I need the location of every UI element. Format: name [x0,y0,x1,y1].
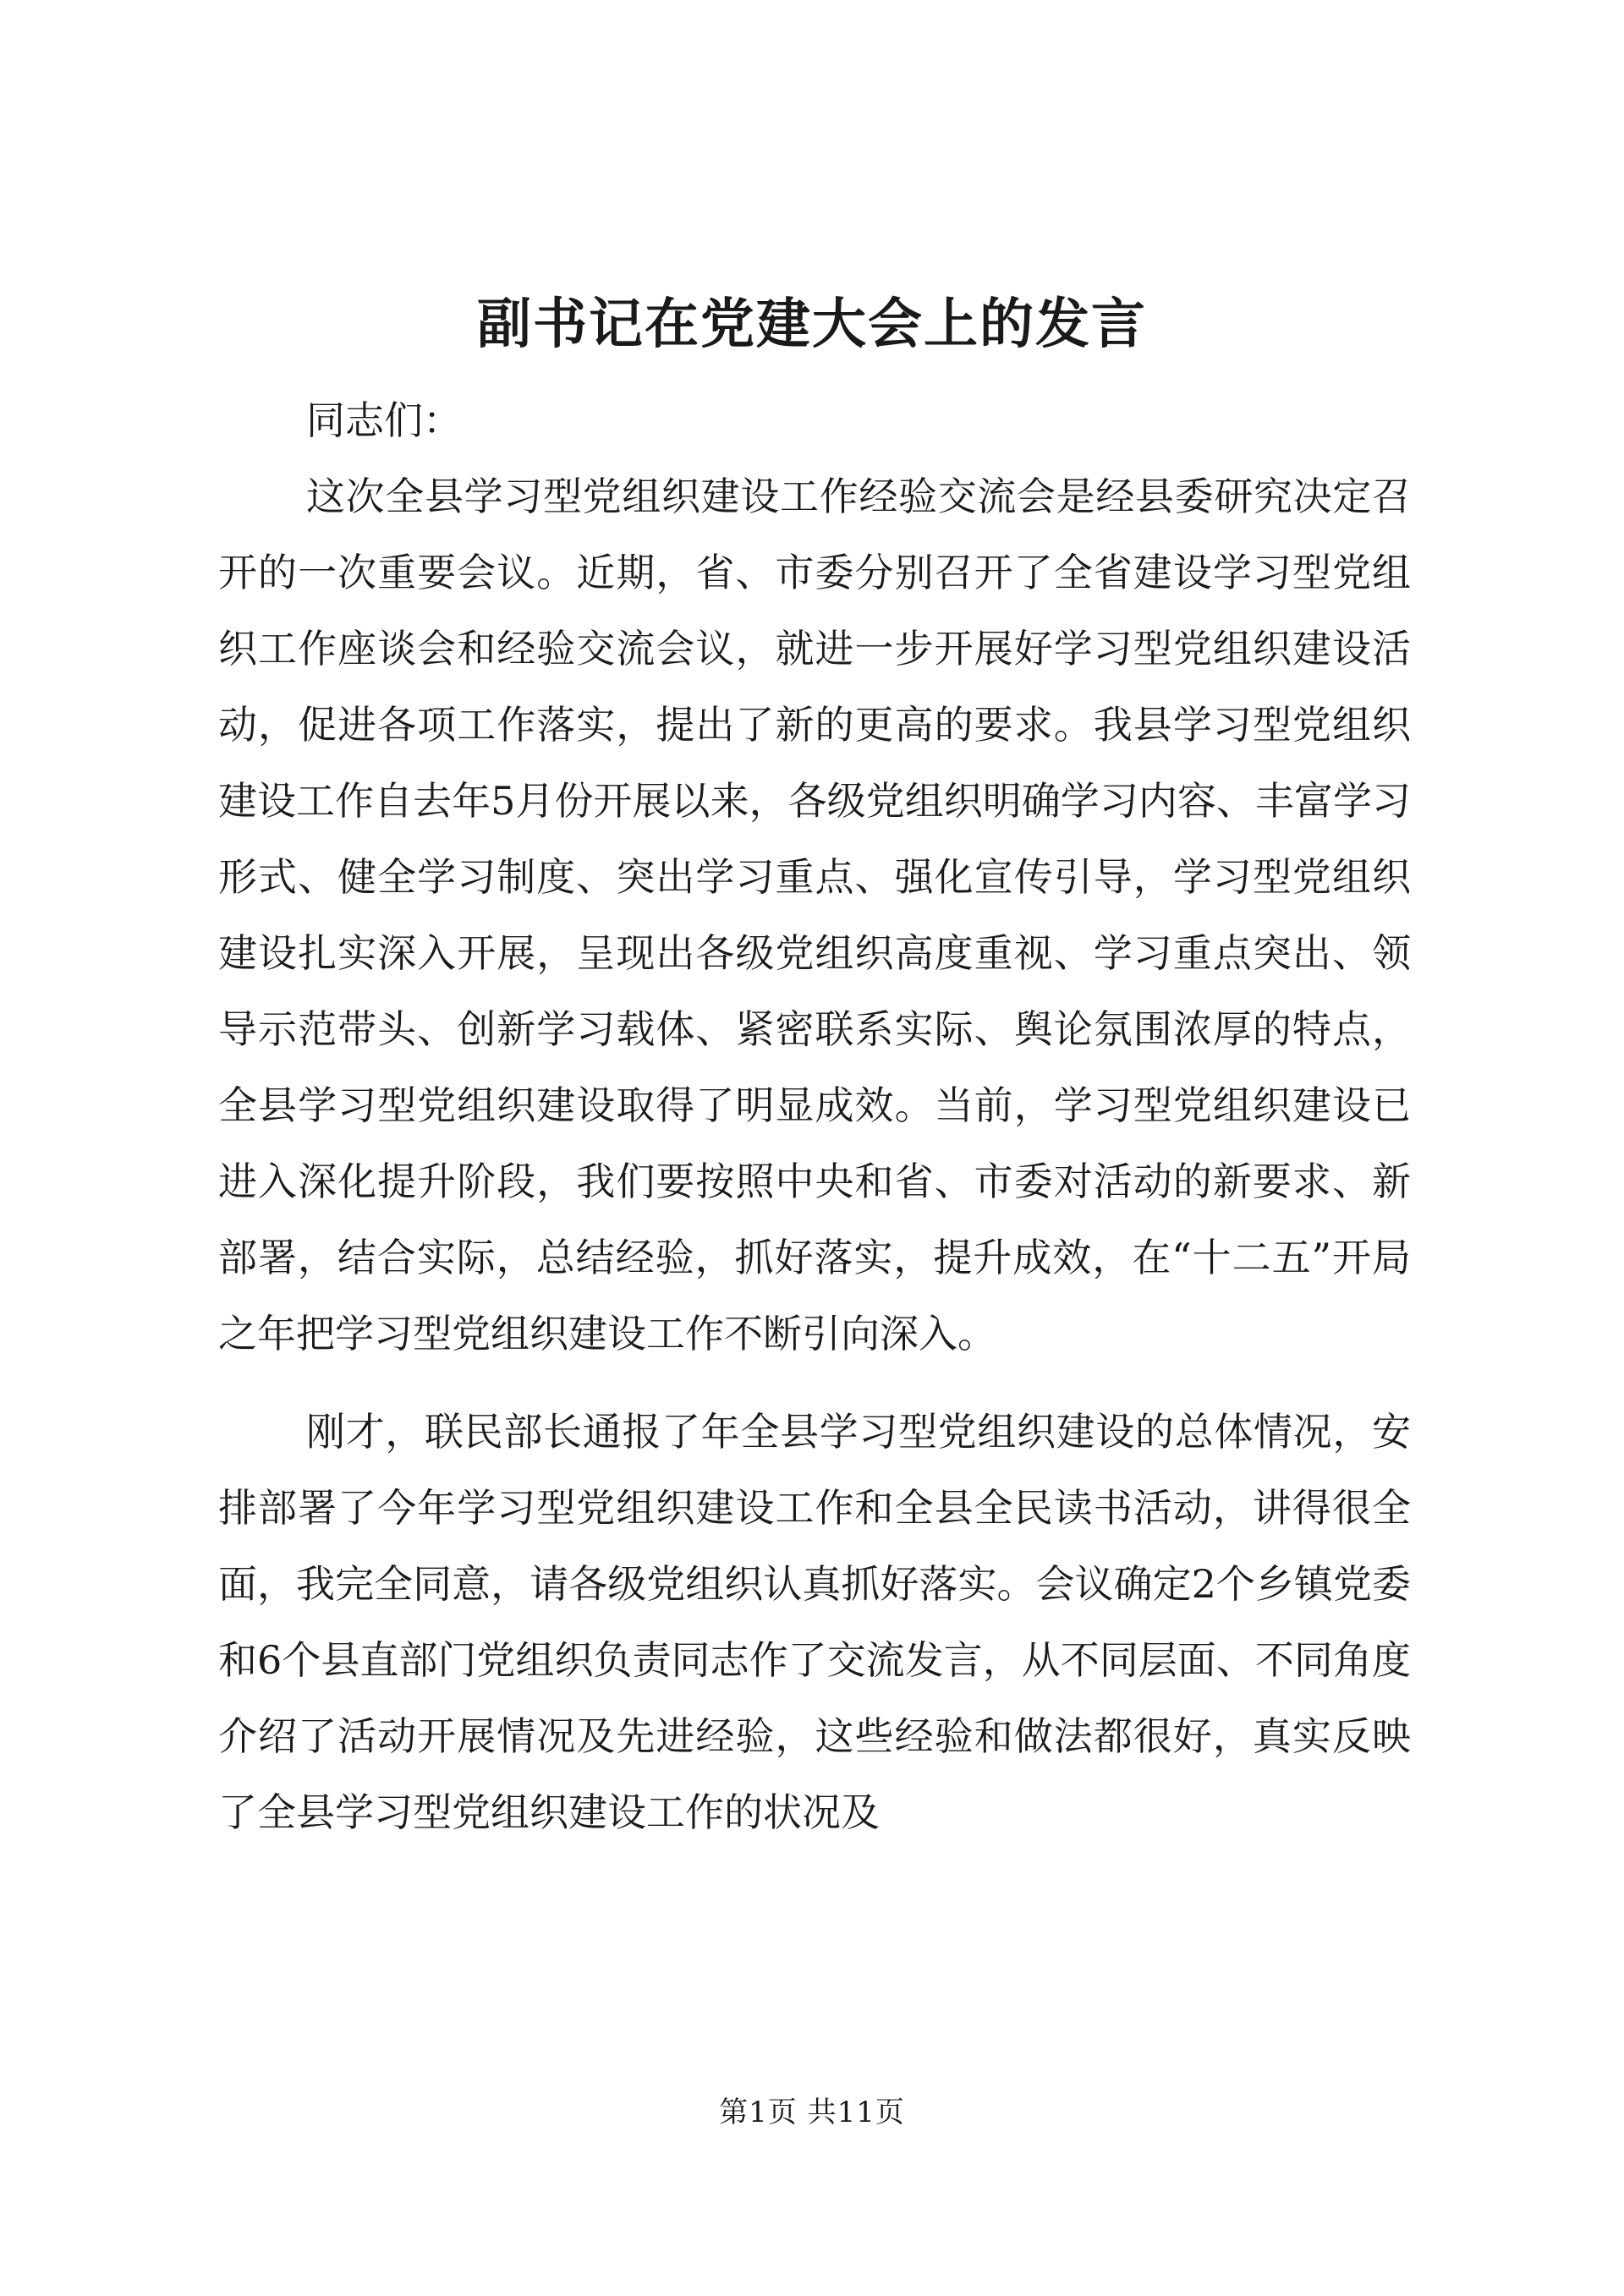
document-title: 副书记在党建大会上的发言 [477,293,1147,356]
page-number-footer: 第1页 共11页 [719,2096,905,2129]
paragraph-2: 刚才，联民部长通报了年全县学习型党组织建设的总体情况，安排部署了今年学习型党组织建设工作和全县全民读书活动，讲得很全面，我完全同意，请各级党组织认真抓好落实。会议确定2个乡镇党委和6个县直部门党组织负责同志作了交流发言，从不同层面、不同角度介绍了活动开展情况及先进经验，这些经验和做法都很好，真实反映了全县学习型党组织建设工作的状况及 [218,1409,1411,1835]
salutation: 同志们： [306,397,462,443]
paragraph-1: 这次全县学习型党组织建设工作经验交流会是经县委研究决定召开的一次重要会议。近期，省、市委分别召开了全省建设学习型党组织工作座谈会和经验交流会议，就进一步开展好学习型党组织建设活动，促进各项工作落实，提出了新的更高的要求。我县学习型党组织建设工作自去年5月份开展以来，各级党组织明确学习内容、丰富学习形式、健全学习制度、突出学习重点、强化宣传引导，学习型党组织建设扎实深入开展，呈现出各级党组织高度重视、学习重点突出、领导示范带头、创新学习载体、紧密联系实际、舆论氛围浓厚的特点，全县学习型党组织建设取得了明显成效。当前，学习型党组织建设已进入深化提升阶段，我们要按照中央和省、市委对活动的新要求、新部署，结合实际，总结经验，抓好落实，提升成效，在“十二五”开局之年把学习型党组织建设工作不断引向深入。 [218,474,1411,1356]
paragraph-spacer [218,1372,1411,1394]
document-body [218,382,1411,1850]
